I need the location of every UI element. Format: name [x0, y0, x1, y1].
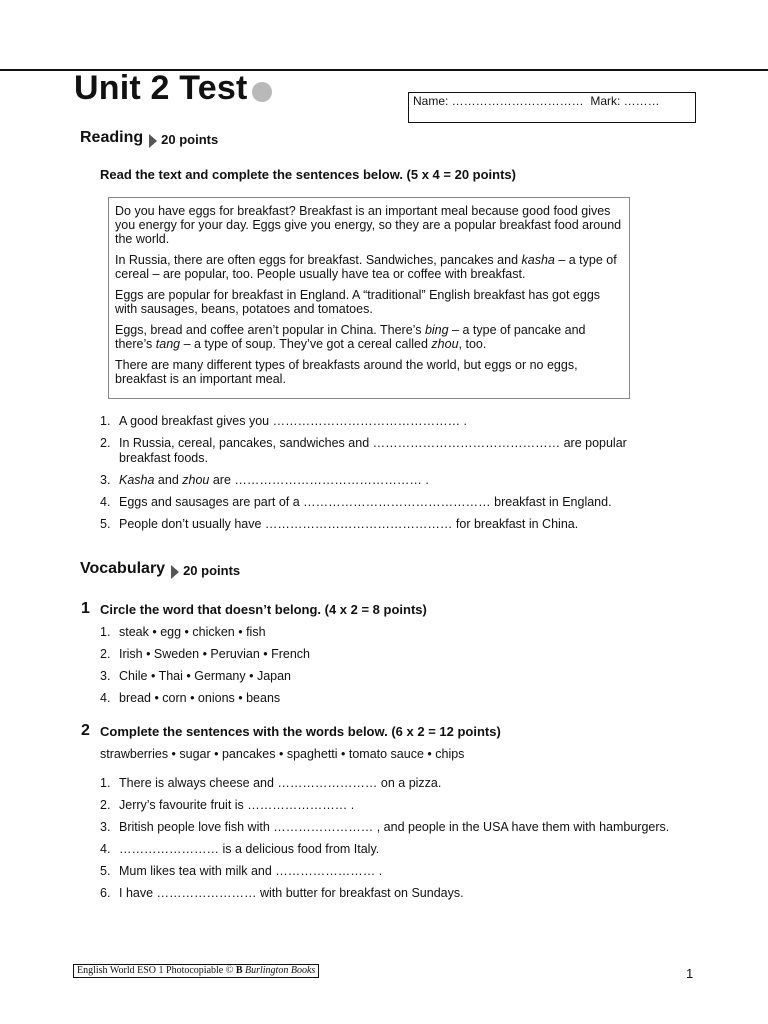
text-segment: Eggs, bread and coffee aren’t popular in China. There’s: [115, 323, 425, 337]
item-number: 3.: [100, 820, 111, 834]
text-segment: Chile • Thai • Germany • Japan: [119, 669, 292, 683]
text-segment: I have …………………… with butter for breakfast on Sundays.: [119, 886, 464, 900]
copyright-text: English World ESO 1 Photocopiable ©: [77, 965, 236, 976]
text-segment: Eggs are popular for breakfast in England. A “traditional” English breakfast has got eggs with sausages, beans, potatoes and tomatoes.: [115, 288, 601, 316]
text-segment: A good breakfast gives you ……………………………………… .: [119, 414, 468, 428]
text-segment: , too.: [458, 337, 487, 351]
vocabulary-points: 20 points: [183, 562, 241, 578]
text-segment: and: [154, 473, 183, 487]
item-number: 1.: [100, 776, 111, 790]
text-segment: Irish • Sweden • Peruvian • French: [119, 647, 310, 661]
list-item: [100, 414, 679, 429]
reading-heading: [80, 129, 218, 147]
word-bank: strawberries • sugar • pancakes • spaghetti • tomato sauce • chips: [100, 747, 465, 761]
text-segment: Mum likes tea with milk and …………………… .: [119, 864, 383, 878]
reading-instruction: Read the text and complete the sentences below. (5 x 4 = 20 points): [100, 167, 516, 182]
italic-term: kasha: [521, 253, 555, 267]
text-segment: steak • egg • chicken • fish: [119, 625, 266, 639]
reading-questions: [100, 414, 679, 539]
item-number: 2.: [100, 798, 111, 812]
list-item: [100, 495, 679, 510]
italic-term: zhou: [431, 337, 459, 351]
item-number: 1.: [100, 625, 111, 639]
reading-paragraph: [115, 288, 623, 316]
italic-term: Kasha: [119, 473, 155, 487]
item-number: 2.: [100, 647, 111, 661]
list-item: [100, 647, 679, 662]
item-number: 1.: [100, 414, 111, 428]
publisher-logo: B: [235, 965, 243, 976]
list-item: [100, 886, 679, 901]
question-1-number: 1: [81, 600, 90, 617]
arrow-right-icon: [171, 565, 179, 579]
list-item: [100, 842, 679, 857]
publisher-name: Burlington Books: [245, 965, 316, 976]
list-item: [100, 669, 679, 684]
text-segment: – a type of pancake and there’s: [115, 323, 586, 351]
text-segment: There are many different types of breakfasts around the world, but eggs or no eggs, breakfast is an important meal.: [115, 358, 578, 386]
item-number: 3.: [100, 473, 111, 487]
reading-points: 20 points: [161, 131, 219, 147]
question-1-instruction: Circle the word that doesn’t belong. (4 x 2 = 8 points): [100, 602, 427, 617]
italic-term: zhou: [182, 473, 210, 487]
text-segment: There is always cheese and …………………… on a pizza.: [119, 776, 442, 790]
reading-paragraph: [115, 204, 623, 246]
list-item: [100, 864, 679, 879]
question-2-number: 2: [81, 722, 90, 739]
footer-copyright: [73, 964, 319, 978]
list-item: [100, 517, 679, 532]
text-segment: Eggs and sausages are part of a ……………………………………… breakfast in England.: [119, 495, 612, 509]
reading-title: Reading: [80, 129, 144, 146]
text-segment: In Russia, there are often eggs for breakfast. Sandwiches, pancakes and: [115, 253, 522, 267]
item-number: 4.: [100, 842, 111, 856]
item-number: 4.: [100, 495, 111, 509]
page-number: 1: [686, 966, 694, 981]
italic-term: tang: [155, 337, 181, 351]
text-segment: – a type of soup. They’ve got a cereal called: [180, 337, 432, 351]
name-mark-label: Name: …………………………… Mark: ………: [413, 94, 660, 108]
text-segment: In Russia, cereal, pancakes, sandwiches and ……………………………………… are popular breakfast foods.: [119, 436, 627, 465]
reading-paragraph: [115, 323, 623, 351]
text-segment: …………………… is a delicious food from Italy.: [119, 842, 380, 856]
list-item: [100, 798, 679, 813]
list-item: [100, 625, 679, 640]
arrow-right-icon: [149, 134, 157, 148]
italic-term: bing: [424, 323, 449, 337]
text-segment: are ……………………………………… .: [209, 473, 429, 487]
item-number: 4.: [100, 691, 111, 705]
vocabulary-title: Vocabulary: [80, 560, 166, 577]
list-item: [100, 473, 679, 488]
list-item: [100, 776, 679, 791]
text-segment: Jerry’s favourite fruit is …………………… .: [119, 798, 355, 812]
question-2-instruction: Complete the sentences with the words below. (6 x 2 = 12 points): [100, 724, 501, 739]
item-number: 5.: [100, 864, 111, 878]
question-1-items: [100, 625, 679, 713]
name-mark-box[interactable]: [408, 92, 696, 123]
text-segment: – a type of cereal – are popular, too. People usually have tea or coffee with breakfast.: [115, 253, 617, 281]
vocabulary-heading: [80, 560, 240, 578]
item-number: 3.: [100, 669, 111, 683]
item-number: 6.: [100, 886, 111, 900]
text-segment: British people love fish with …………………… , and people in the USA have them with hamburgers.: [119, 820, 670, 834]
reading-paragraph: [115, 358, 623, 386]
reading-paragraph: [115, 253, 623, 281]
list-item: [100, 820, 679, 835]
item-number: 2.: [100, 436, 111, 450]
text-segment: People don’t usually have ……………………………………… for breakfast in China.: [119, 517, 579, 531]
list-item: [100, 691, 679, 706]
title-dot-decoration: [252, 82, 272, 102]
list-item: [100, 436, 679, 466]
question-2-items: [100, 776, 679, 908]
text-segment: Do you have eggs for breakfast? Breakfast is an important meal because good food gives you energy for your day. Eggs give you energy, so they are a popular breakfast food around the world.: [115, 204, 622, 246]
text-segment: bread • corn • onions • beans: [119, 691, 281, 705]
reading-text-box: [108, 197, 630, 399]
item-number: 5.: [100, 517, 111, 531]
page-title: Unit 2 Test: [74, 69, 248, 107]
